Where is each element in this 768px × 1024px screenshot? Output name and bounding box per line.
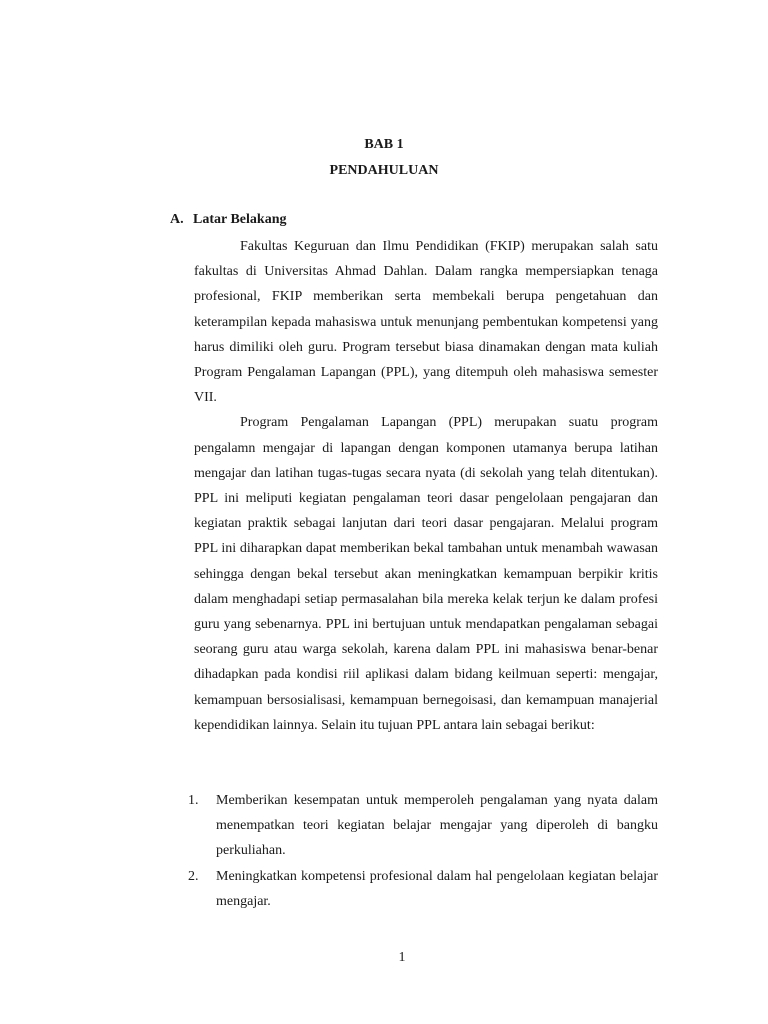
page-number: 1 [398, 950, 406, 965]
list-item [188, 864, 658, 914]
paragraph-2: Program Pengalaman Lapangan (PPL) merupakan suatu program pengalamn mengajar di lapangan dengan komponen utamanya berupa latihan mengajar dan latihan tugas-tugas secara nyata (di sekolah yang telah ditentukan). PPL ini meliputi kegiatan pengalaman teori dasar pengelolaan pengajaran dan kegiatan praktik sebagai lanjutan dari teori dasar pengajaran. Melalui program PPL ini diharapkan dapat memberikan bekal tambahan untuk menambah wawasan sehingga dengan bekal tersebut akan meningkatkan kemampuan berpikir kritis dalam menghadapi setiap permasalahan bila mereka kelak terjun ke dalam profesi guru yang sebenarnya. PPL ini bertujuan untuk mendapatkan pengalaman sebagai seorang guru atau warga sekolah, karena dalam PPL ini mahasiswa benar-benar dihadapkan pada kondisi riil aplikasi dalam bidang keilmuan seperti: mengajar, kemampuan bersosialisasi, kemampuan bernegoisasi, dan kemampuan manajerial kependidikan lainnya. Selain itu tujuan PPL antara lain sebagai berikut: [194, 415, 658, 733]
list-item [188, 788, 658, 864]
chapter-title: PENDAHULUAN [329, 163, 439, 178]
objectives-list [188, 788, 658, 914]
section-title: Latar Belakang [193, 212, 287, 227]
paragraph-1: Fakultas Keguruan dan Ilmu Pendidikan (FKIP) merupakan salah satu fakultas di Universitas Ahmad Dahlan. Dalam rangka mempersiapkan tenaga profesional, FKIP memberikan serta membekali berupa pengetahuan dan keterampilan kepada mahasiswa untuk menunjang pembentukan kompetensi yang harus dimiliki oleh guru. Program tersebut biasa dinamakan dengan mata kuliah Program Pengalaman Lapangan (PPL), yang ditempuh oleh mahasiswa semester VII. [194, 239, 658, 406]
list-item-text: Memberikan kesempatan untuk memperoleh pengalaman yang nyata dalam menempatkan teori kegiatan belajar mengajar yang diperoleh di bangku perkuliahan. [216, 793, 658, 859]
chapter-number: BAB 1 [364, 137, 404, 152]
body-text [194, 234, 658, 738]
list-item-text: Meningkatkan kompetensi profesional dalam hal pengelolaan kegiatan belajar mengajar. [216, 868, 658, 909]
list-item-number: 2. [188, 868, 199, 884]
section-label: A. [170, 212, 184, 227]
section-heading [170, 212, 286, 228]
list-item-number: 1. [188, 793, 199, 808]
